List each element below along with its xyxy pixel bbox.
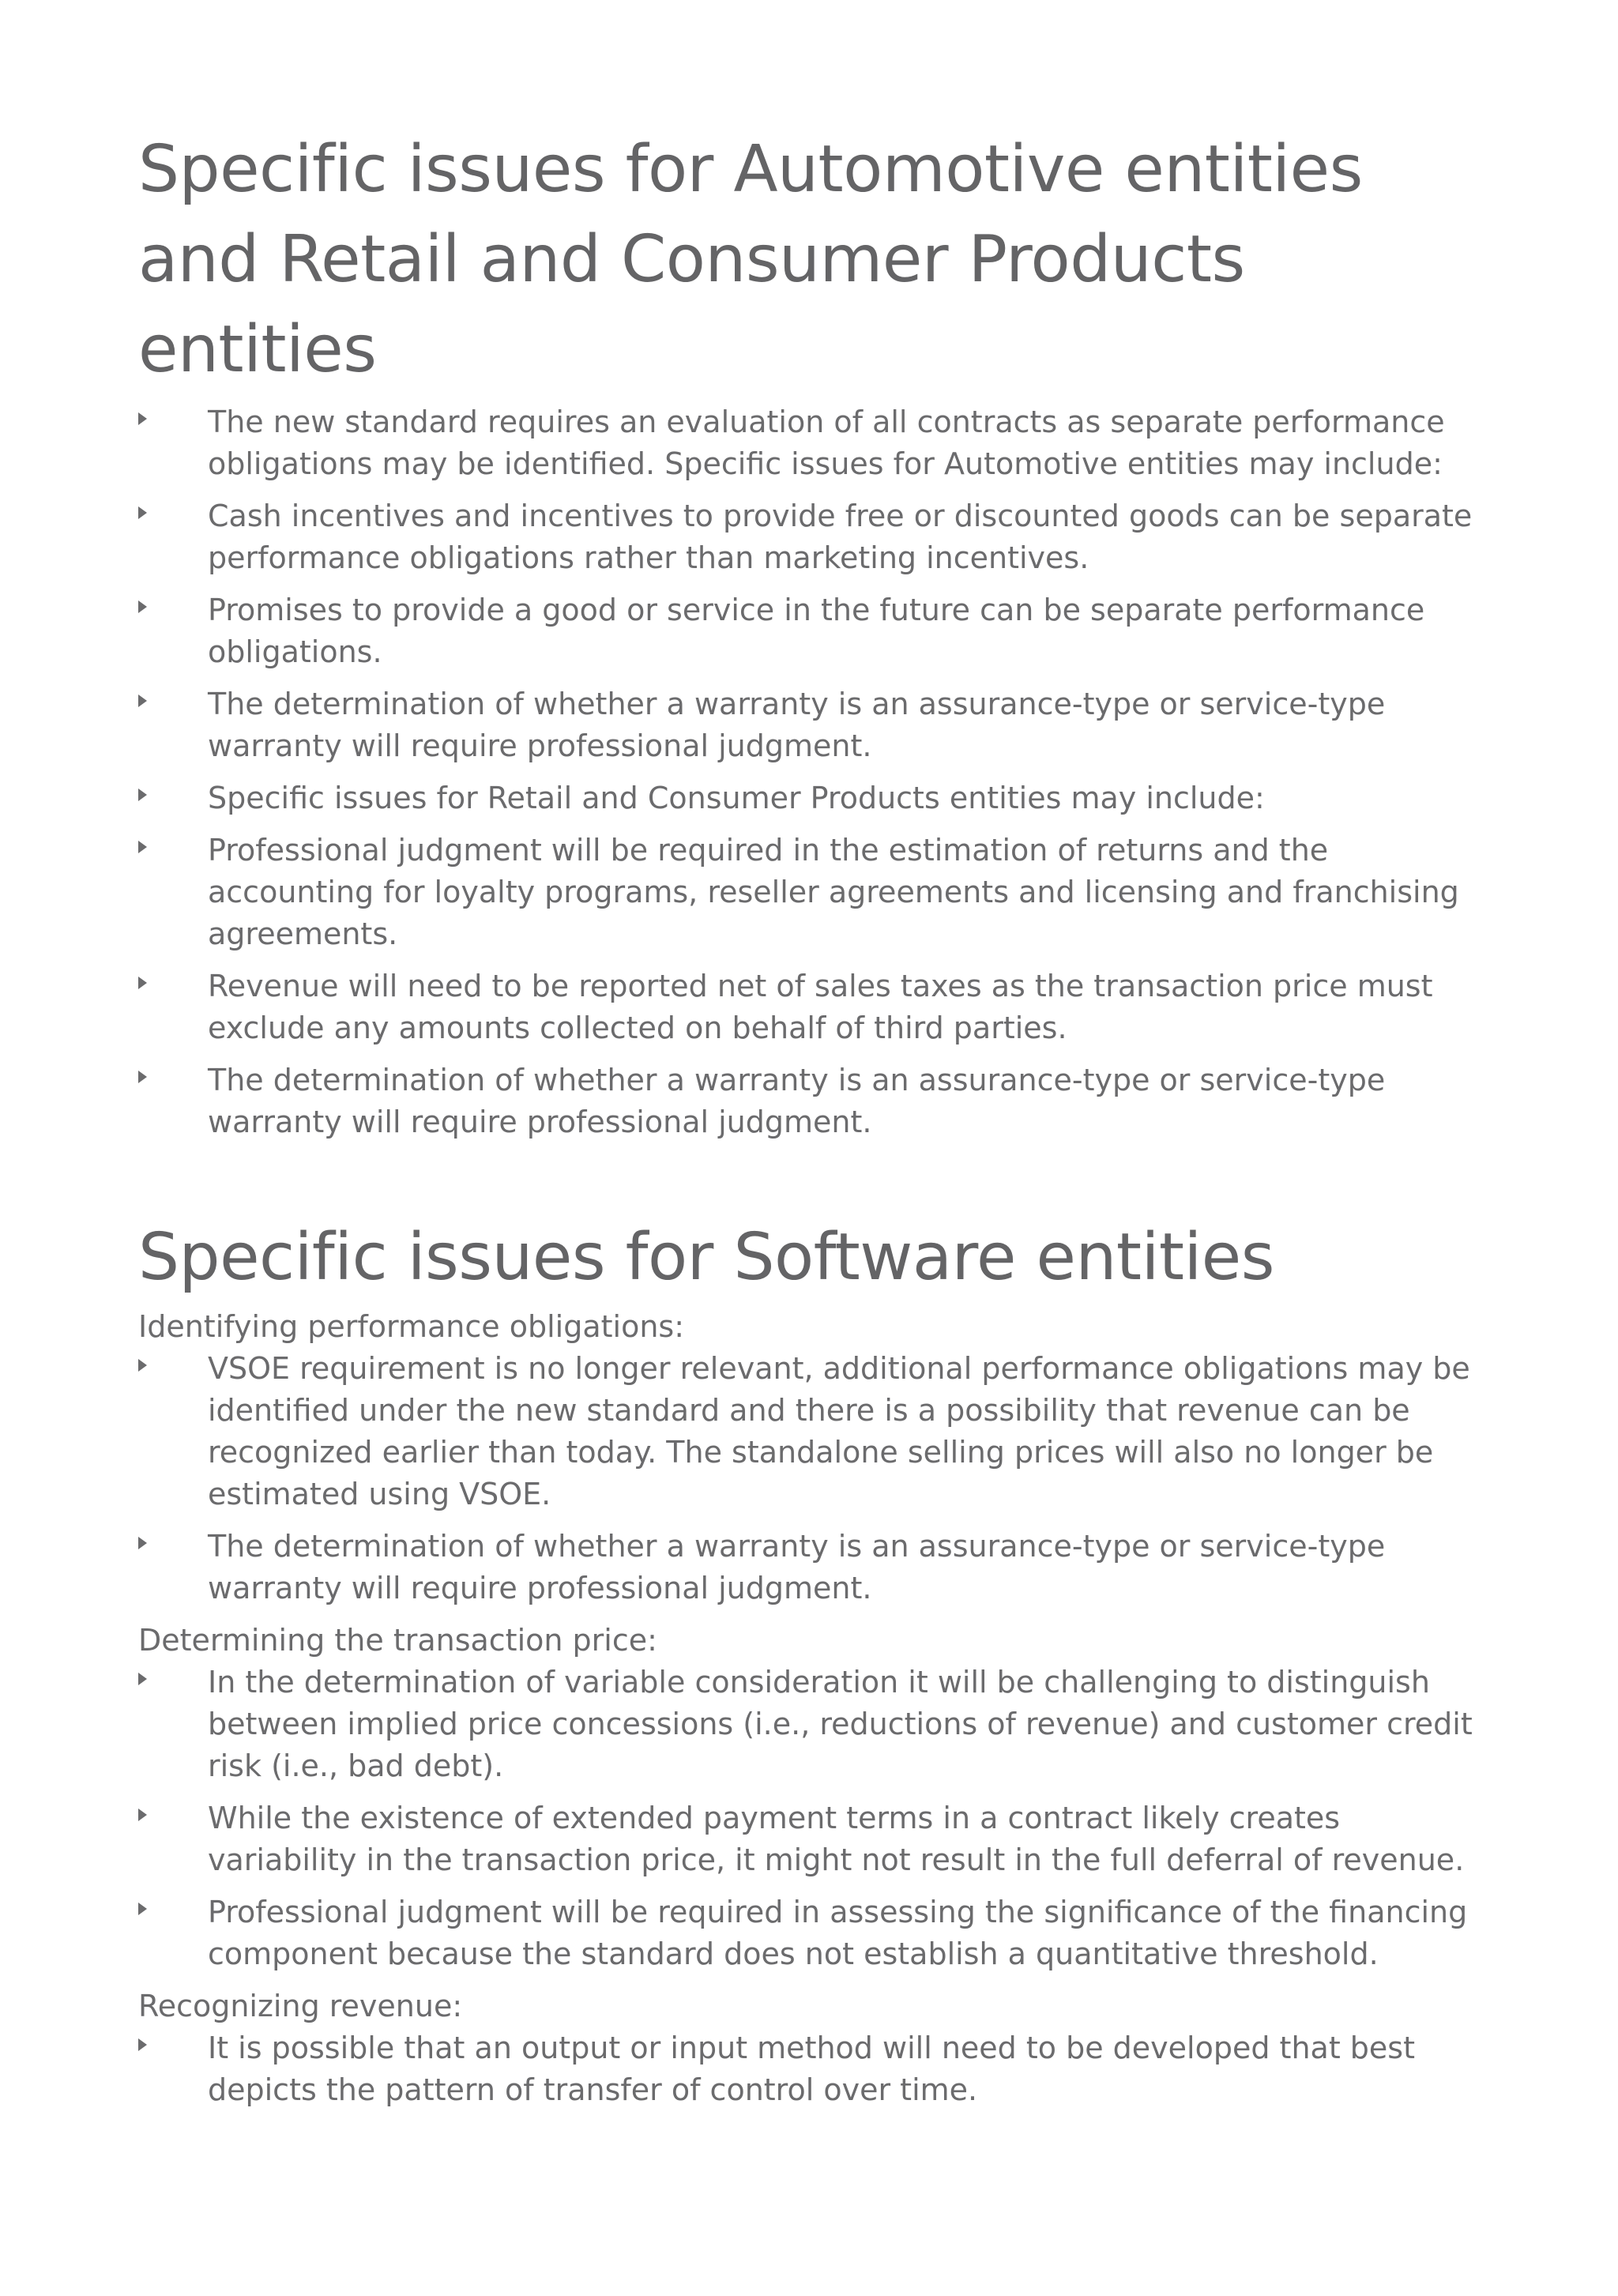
list-item-text: The determination of whether a warranty is an assurance-type or service-type warranty will require professional judgment.	[208, 1063, 1386, 1139]
list-item	[138, 589, 1497, 673]
bullet-arrow-icon	[138, 1359, 147, 1372]
subheading: Recognizing revenue:	[138, 1989, 463, 2023]
list-item	[138, 1891, 1497, 1975]
bullet-arrow-icon	[138, 506, 147, 519]
list-item	[138, 830, 1497, 955]
list-item	[138, 683, 1497, 767]
list-item	[138, 1348, 1497, 1515]
bullet-arrow-icon	[138, 694, 147, 707]
subheading: Determining the transaction price:	[138, 1623, 657, 1658]
identifying-obligations-group	[138, 1306, 1497, 1609]
list-item	[138, 495, 1497, 579]
bullet-arrow-icon	[138, 1673, 147, 1685]
list-item-text: The new standard requires an evaluation of all contracts as separate performance obligations may be identified. Specific issues for Automotive entities may include:	[208, 405, 1445, 481]
section-heading-software: Specific issues for Software entities	[138, 1220, 1274, 1295]
bullet-arrow-icon	[138, 1537, 147, 1549]
bullet-list	[138, 2027, 1497, 2111]
list-item	[138, 1662, 1497, 1787]
list-item-text: While the existence of extended payment terms in a contract likely creates variability in the transaction price, it might not result in the full deferral of revenue.	[208, 1801, 1465, 1877]
heading-line: and Retail and Consumer Products	[138, 222, 1245, 297]
list-item	[138, 965, 1497, 1049]
bullet-list	[138, 1662, 1497, 1975]
bullet-list	[138, 1348, 1497, 1609]
bullet-arrow-icon	[138, 977, 147, 989]
list-item	[138, 2027, 1497, 2111]
heading-line: entities	[138, 312, 377, 387]
list-item-text: VSOE requirement is no longer relevant, additional performance obligations may be identified under the new standard and there is a possibility that revenue can be recognized earlier than today. The standalone selling prices will also no longer be estimated using VSOE.	[208, 1351, 1470, 1511]
list-item-text: Promises to provide a good or service in the future can be separate performance obligations.	[208, 593, 1425, 669]
list-item	[138, 777, 1497, 819]
list-item	[138, 1797, 1497, 1881]
transaction-price-group	[138, 1620, 1497, 1975]
list-item-text: It is possible that an output or input method will need to be developed that best depicts the pattern of transfer of control over time.	[208, 2031, 1415, 2107]
list-item	[138, 1526, 1497, 1609]
heading-line: Specific issues for Automotive entities	[138, 132, 1363, 207]
list-item	[138, 1060, 1497, 1143]
bullet-arrow-icon	[138, 2038, 147, 2051]
recognizing-revenue-group	[138, 1985, 1497, 2111]
bullet-arrow-icon	[138, 1809, 147, 1821]
section-heading-automotive-retail	[138, 125, 1497, 395]
subheading: Identifying performance obligations:	[138, 1309, 685, 1344]
automotive-retail-bullet-list	[138, 401, 1497, 1143]
list-item-text: The determination of whether a warranty is an assurance-type or service-type warranty will require professional judgment.	[208, 687, 1386, 763]
bullet-arrow-icon	[138, 412, 147, 425]
list-item-text: Professional judgment will be required in assessing the significance of the financing component because the standard does not establish a quantitative threshold.	[208, 1895, 1468, 1971]
bullet-arrow-icon	[138, 600, 147, 613]
bullet-arrow-icon	[138, 1903, 147, 1915]
list-item-text: Revenue will need to be reported net of sales taxes as the transaction price must exclude any amounts collected on behalf of third parties.	[208, 969, 1433, 1045]
list-item-text: Specific issues for Retail and Consumer Products entities may include:	[208, 781, 1265, 815]
document-page	[138, 125, 1497, 2121]
list-item-text: Professional judgment will be required in the estimation of returns and the accounting for loyalty programs, reseller agreements and licensing and franchising agreements.	[208, 833, 1459, 951]
list-item	[138, 401, 1497, 485]
bullet-arrow-icon	[138, 841, 147, 853]
list-item-text: In the determination of variable consideration it will be challenging to distinguish between implied price concessions (i.e., reductions of revenue) and customer credit risk (i.e., bad debt).	[208, 1665, 1473, 1783]
list-item-text: The determination of whether a warranty is an assurance-type or service-type warranty will require professional judgment.	[208, 1529, 1386, 1605]
list-item-text: Cash incentives and incentives to provide free or discounted goods can be separate performance obligations rather than marketing incentives.	[208, 499, 1473, 575]
bullet-arrow-icon	[138, 789, 147, 801]
bullet-arrow-icon	[138, 1071, 147, 1083]
